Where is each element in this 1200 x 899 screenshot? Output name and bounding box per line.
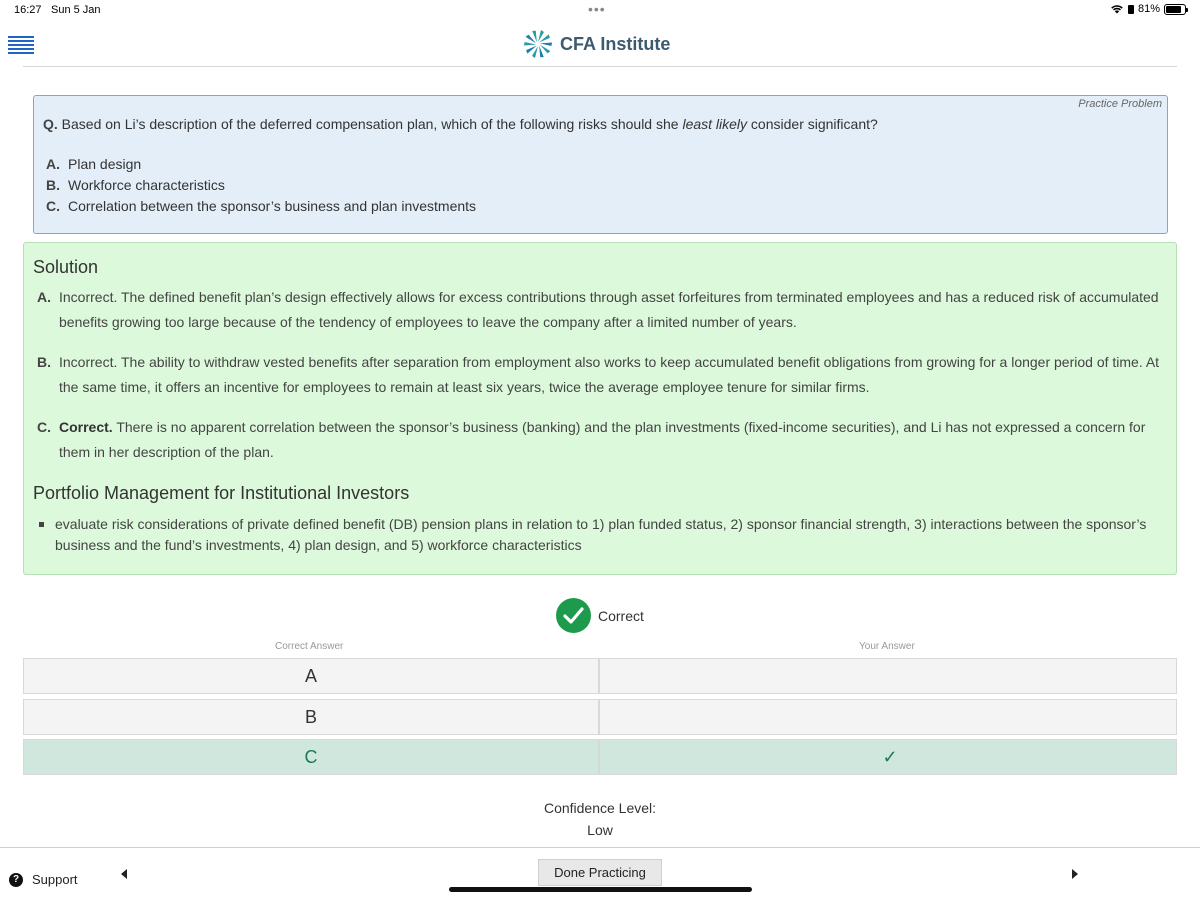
question-text-after: consider significant? [747, 116, 878, 132]
your-answer-check-icon: ✓ [882, 746, 898, 767]
solution-letter: C. [37, 419, 51, 435]
next-arrow-icon[interactable] [1072, 869, 1078, 879]
brand-name: CFA Institute [560, 33, 671, 54]
answer-row-b [23, 699, 1177, 735]
question-text-before: Based on Li’s description of the deferred compensation plan, which of the following risks should she [57, 116, 683, 132]
multitasking-dots-icon[interactable]: ••• [588, 1, 606, 17]
question-prefix: Q. [43, 116, 58, 132]
solution-letter: B. [37, 354, 51, 370]
option-letter: B. [46, 177, 60, 193]
solution-text: Incorrect. The ability to withdraw vested benefits after separation from employment also works to keep accumulated benefit obligations from growing for a longer period of time. At the same time, it offers an incentive for employees to remain at least six years, twice the average employee tenure for similar firms. [59, 354, 1160, 395]
help-icon: ? [9, 873, 23, 887]
solution-text: Incorrect. The defined benefit plan’s design effectively allows for excess contributions through asset forfeitures from terminated employees and has a reduced risk of accumulated benefits growing too large because of the tendency of employees to leave the company after a limited number of years. [59, 289, 1159, 330]
battery-percent: 81% [1137, 3, 1160, 15]
question-options [46, 154, 476, 217]
date: Sun 5 Jan [51, 4, 101, 16]
cfa-emblem-icon [522, 28, 554, 60]
solution-letter: A. [37, 289, 51, 305]
cfa-logo [522, 28, 670, 60]
battery-level [1166, 6, 1181, 13]
option-letter: C. [46, 198, 60, 214]
bullet-icon [39, 522, 44, 527]
menu-list-icon[interactable] [8, 36, 34, 54]
question-text [43, 116, 878, 132]
your-answer-cell [602, 659, 1178, 693]
option-c [46, 196, 476, 217]
solution-item-b [37, 350, 1167, 400]
correct-answer-cell: A [24, 659, 600, 693]
result-status: Correct [598, 608, 644, 624]
battery-icon [1164, 4, 1186, 15]
option-b [46, 175, 476, 196]
status-bar [0, 0, 1200, 22]
correct-answer-cell: C [24, 740, 600, 774]
correct-answer-cell: B [24, 700, 600, 734]
solution-item-c [37, 415, 1167, 465]
question-box [33, 95, 1168, 234]
practice-problem-tag: Practice Problem [1078, 98, 1162, 110]
solution-item-a [37, 285, 1167, 335]
correct-check-icon [556, 598, 591, 633]
solution-body: There is no apparent correlation between the sponsor’s business (banking) and the plan investments (fixed-income securities), and Li has not expressed a concern for them in her description of the plan. [59, 419, 1146, 460]
option-text: Plan design [68, 156, 142, 172]
header-divider [23, 66, 1177, 67]
solution-lead: Correct. [59, 419, 113, 435]
previous-arrow-icon[interactable] [121, 869, 127, 879]
correct-answer-header: Correct Answer [275, 641, 344, 652]
answer-row-c [23, 739, 1177, 775]
done-practicing-button[interactable]: Done Practicing [538, 859, 662, 886]
solution-title: Solution [33, 257, 99, 277]
answer-row-a [23, 658, 1177, 694]
support-label: Support [32, 872, 78, 887]
orientation-lock-icon [1128, 5, 1134, 14]
your-answer-header: Your Answer [859, 641, 915, 652]
topic-title: Portfolio Management for Institutional Investors [33, 483, 410, 503]
option-text: Correlation between the sponsor’s business and plan investments [68, 198, 477, 214]
option-a [46, 154, 476, 175]
home-indicator[interactable] [449, 887, 752, 892]
learning-outcome-text: evaluate risk considerations of private defined benefit (DB) pension plans in relation to 1) plan funded status, 2) sponsor financial strength, 3) interactions between the sponsor’s business and the fund’s investments, 4) plan design, and 5) workforce characteristics [55, 516, 1147, 553]
solution-text [59, 415, 1167, 465]
confidence-value: Low [587, 822, 613, 838]
your-answer-cell [602, 700, 1178, 734]
option-letter: A. [46, 156, 60, 172]
wifi-icon [1110, 4, 1124, 14]
solution-panel [23, 242, 1177, 575]
question-emphasis: least likely [682, 116, 748, 132]
option-text: Workforce characteristics [68, 177, 225, 193]
confidence-label: Confidence Level: [543, 800, 657, 816]
support-link[interactable] [9, 872, 78, 887]
learning-outcome [39, 514, 1169, 556]
clock: 16:27 [14, 4, 42, 16]
footer-divider [0, 847, 1200, 848]
